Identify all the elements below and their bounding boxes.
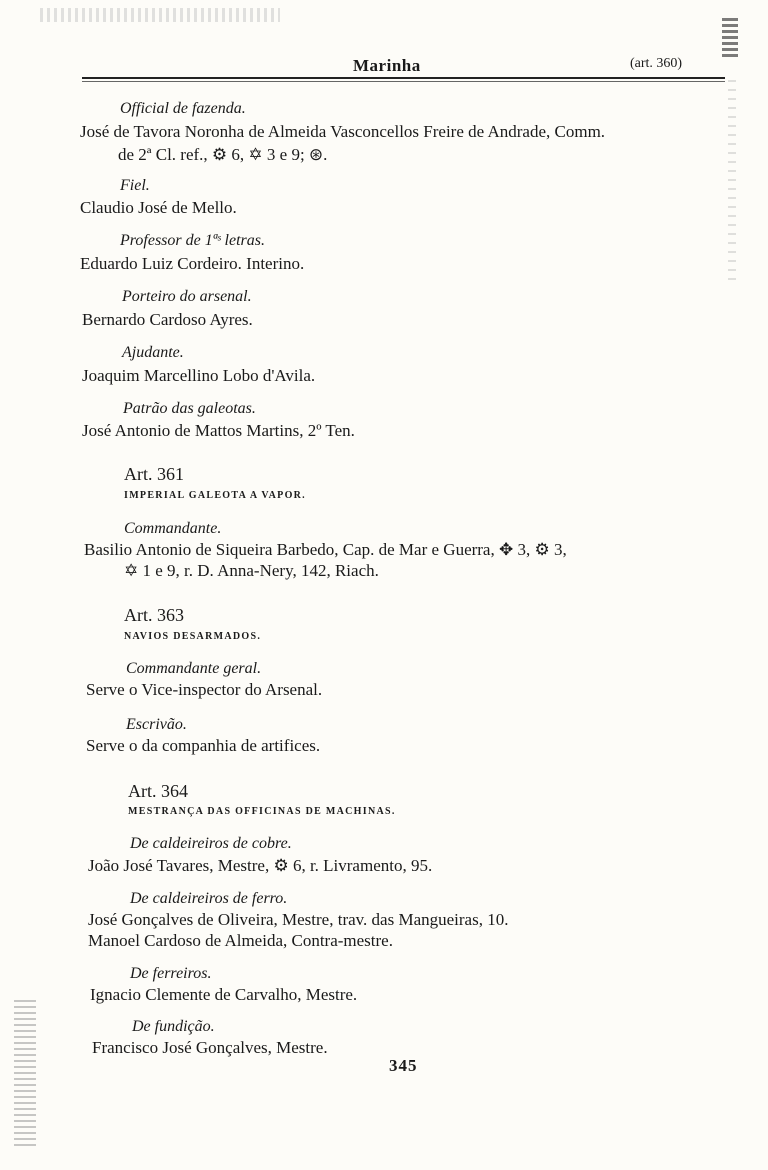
role-title: Fiel. bbox=[120, 177, 150, 194]
entry-line: Serve o Vice-inspector do Arsenal. bbox=[86, 680, 323, 699]
scan-noise bbox=[722, 18, 738, 58]
role-title: Ajudante. bbox=[122, 344, 184, 361]
role-title: De caldeireiros de cobre. bbox=[130, 835, 292, 852]
role-title: De fundição. bbox=[132, 1018, 215, 1035]
role-title: Escrivão. bbox=[126, 716, 187, 733]
section-heading: MESTRANÇA DAS OFFICINAS DE MACHINAS. bbox=[128, 806, 396, 817]
running-title: Marinha bbox=[353, 56, 421, 75]
role-title: Professor de 1ªˢ letras. bbox=[120, 232, 265, 249]
article-label: Art. 363 bbox=[124, 605, 184, 625]
header-rule bbox=[82, 81, 725, 82]
role-title: Patrão das galeotas. bbox=[123, 400, 256, 417]
role-title: Porteiro do arsenal. bbox=[122, 288, 252, 305]
entry-line: Claudio José de Mello. bbox=[80, 198, 237, 217]
scan-noise bbox=[728, 80, 736, 280]
header-rule bbox=[82, 77, 725, 79]
role-title: De ferreiros. bbox=[130, 965, 212, 982]
entry-line: Bernardo Cardoso Ayres. bbox=[82, 310, 253, 329]
entry-line: José Antonio de Mattos Martins, 2º Ten. bbox=[82, 421, 355, 440]
scan-noise bbox=[40, 8, 280, 22]
entry-line: Ignacio Clemente de Carvalho, Mestre. bbox=[90, 985, 358, 1004]
role-title: Commandante geral. bbox=[126, 660, 262, 677]
entry-line: ✡ 1 e 9, r. D. Anna-Nery, 142, Riach. bbox=[124, 561, 379, 580]
article-label: Art. 361 bbox=[124, 464, 184, 484]
entry-line: Serve o da companhia de artifices. bbox=[86, 736, 321, 755]
article-label: Art. 364 bbox=[128, 781, 188, 801]
section-heading: NAVIOS DESARMADOS. bbox=[124, 631, 262, 642]
page-number: 345 bbox=[389, 1056, 418, 1075]
entry-line: José Gonçalves de Oliveira, Mestre, trav. das Mangueiras, 10. bbox=[88, 910, 509, 929]
entry-line: Eduardo Luiz Cordeiro. Interino. bbox=[80, 254, 305, 273]
entry-line: Manoel Cardoso de Almeida, Contra-mestre. bbox=[88, 931, 393, 950]
running-article-ref: (art. 360) bbox=[630, 56, 683, 71]
entry-line: Basilio Antonio de Siqueira Barbedo, Cap. de Mar e Guerra, ✥ 3, ⚙ 3, bbox=[84, 540, 567, 559]
entry-line: Francisco José Gonçalves, Mestre. bbox=[92, 1038, 328, 1057]
role-title: Commandante. bbox=[124, 520, 222, 537]
section-heading: IMPERIAL GALEOTA A VAPOR. bbox=[124, 490, 306, 501]
entry-line: de 2ª Cl. ref., ⚙ 6, ✡ 3 e 9; ⊛. bbox=[118, 145, 328, 164]
entry-line: José de Tavora Noronha de Almeida Vasconcellos Freire de Andrade, Comm. bbox=[80, 122, 606, 141]
role-title: De caldeireiros de ferro. bbox=[130, 890, 288, 907]
role-title: Official de fazenda. bbox=[120, 100, 246, 117]
entry-line: Joaquim Marcellino Lobo d'Avila. bbox=[82, 366, 316, 385]
scan-noise bbox=[14, 1000, 36, 1150]
entry-line: João José Tavares, Mestre, ⚙ 6, r. Livramento, 95. bbox=[88, 856, 433, 875]
